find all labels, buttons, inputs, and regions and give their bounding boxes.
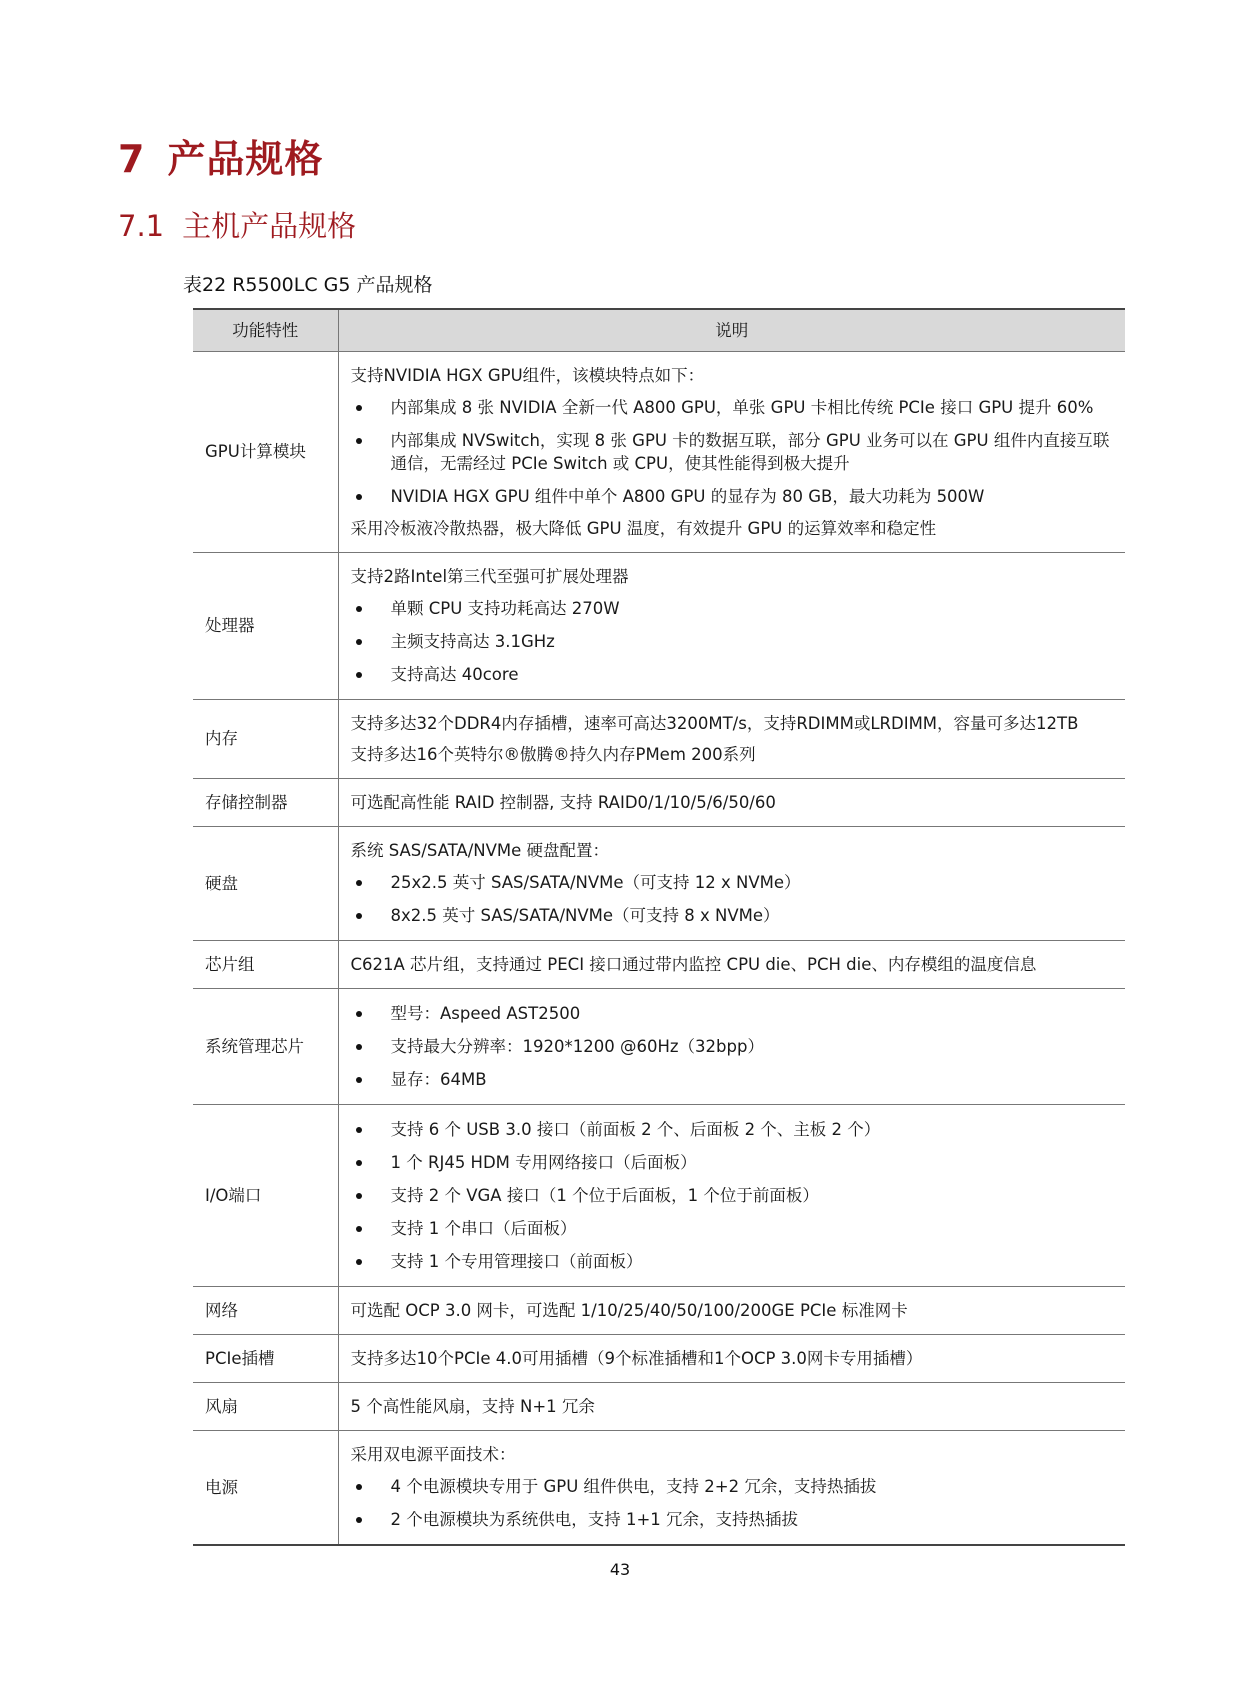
feature-cell: 电源 bbox=[193, 1430, 338, 1545]
intro-text: 支持NVIDIA HGX GPU组件，该模块特点如下： bbox=[350, 365, 705, 385]
feature-cell: 处理器 bbox=[193, 552, 338, 699]
outro-text: 采用冷板液冷散热器，极大降低 GPU 温度，有效提升 GPU 的运算效率和稳定性 bbox=[350, 518, 937, 538]
description-cell bbox=[338, 1334, 1125, 1382]
description-cell bbox=[338, 826, 1125, 940]
page-number: 43 bbox=[609, 1560, 631, 1579]
description-text: C621A 芯片组，支持通过 PECI 接口通过带内监控 CPU die、PCH die、内存模组的温度信息 bbox=[350, 954, 1037, 974]
bullet-item: 显存：64MB bbox=[351, 1063, 1116, 1096]
feature-cell: 内存 bbox=[193, 699, 338, 778]
table-row bbox=[193, 940, 1125, 988]
bullet-list bbox=[351, 592, 1116, 691]
description-cell bbox=[338, 699, 1125, 778]
description-cell bbox=[338, 940, 1125, 988]
chapter-heading bbox=[118, 128, 323, 183]
bullet-item: 25x2.5 英寸 SAS/SATA/NVMe（可支持 12 x NVMe） bbox=[351, 866, 1116, 899]
description-text: 支持多达32个DDR4内存插槽，速率可高达3200MT/s，支持RDIMM或LRDIMM，容量可多达12TB bbox=[350, 713, 1079, 733]
bullet-item: 支持 1 个串口（后面板） bbox=[351, 1212, 1116, 1245]
feature-cell: 存储控制器 bbox=[193, 778, 338, 826]
feature-cell: 系统管理芯片 bbox=[193, 988, 338, 1104]
description-cell bbox=[338, 1430, 1125, 1545]
description-text: 支持多达16个英特尔®傲腾®持久内存PMem 200系列 bbox=[350, 744, 756, 764]
table-caption: 表22 R5500LC G5 产品规格 bbox=[183, 274, 433, 296]
chapter-number: 7 bbox=[118, 137, 146, 181]
bullet-item: 内部集成 8 张 NVIDIA 全新一代 A800 GPU，单张 GPU 卡相比传统 PCIe 接口 GPU 提升 60% bbox=[351, 391, 1116, 424]
description-cell bbox=[338, 552, 1125, 699]
bullet-list bbox=[351, 391, 1116, 513]
spec-table bbox=[193, 308, 1125, 1546]
table-row bbox=[193, 826, 1125, 940]
bullet-item: 支持 1 个专用管理接口（前面板） bbox=[351, 1245, 1116, 1278]
description-cell bbox=[338, 1104, 1125, 1286]
description-cell bbox=[338, 351, 1125, 552]
table-row bbox=[193, 778, 1125, 826]
feature-cell: 风扇 bbox=[193, 1382, 338, 1430]
description-cell bbox=[338, 778, 1125, 826]
bullet-list bbox=[351, 1470, 1116, 1536]
table-row bbox=[193, 1430, 1125, 1545]
table-row bbox=[193, 1334, 1125, 1382]
bullet-item: 1 个 RJ45 HDM 专用网络接口（后面板） bbox=[351, 1146, 1116, 1179]
description-text: 5 个高性能风扇，支持 N+1 冗余 bbox=[350, 1396, 595, 1416]
table-row bbox=[193, 1286, 1125, 1334]
header-description: 说明 bbox=[338, 309, 1125, 351]
description-text: 可选配高性能 RAID 控制器, 支持 RAID0/1/10/5/6/50/60 bbox=[350, 792, 776, 812]
description-cell bbox=[338, 1286, 1125, 1334]
description-cell bbox=[338, 1382, 1125, 1430]
table-row bbox=[193, 552, 1125, 699]
chapter-title: 产品规格 bbox=[167, 137, 324, 181]
spec-table-body bbox=[193, 351, 1125, 1545]
feature-cell: PCIe插槽 bbox=[193, 1334, 338, 1382]
bullet-list bbox=[351, 997, 1116, 1096]
bullet-item: 支持高达 40core bbox=[351, 658, 1116, 691]
bullet-item: 8x2.5 英寸 SAS/SATA/NVMe（可支持 8 x NVMe） bbox=[351, 899, 1116, 932]
bullet-item: 主频支持高达 3.1GHz bbox=[351, 625, 1116, 658]
bullet-item: 支持 6 个 USB 3.0 接口（前面板 2 个、后面板 2 个、主板 2 个） bbox=[351, 1113, 1116, 1146]
bullet-item: 支持最大分辨率：1920*1200 @60Hz（32bpp） bbox=[351, 1030, 1116, 1063]
section-number: 7.1 bbox=[118, 209, 165, 243]
feature-cell: GPU计算模块 bbox=[193, 351, 338, 552]
table-header-row bbox=[193, 309, 1125, 351]
bullet-list bbox=[351, 1113, 1116, 1278]
table-row bbox=[193, 988, 1125, 1104]
description-cell bbox=[338, 988, 1125, 1104]
section-heading bbox=[118, 204, 356, 245]
bullet-item: 单颗 CPU 支持功耗高达 270W bbox=[351, 592, 1116, 625]
bullet-item: 支持 2 个 VGA 接口（1 个位于后面板，1 个位于前面板） bbox=[351, 1179, 1116, 1212]
table-row bbox=[193, 1382, 1125, 1430]
table-row bbox=[193, 1104, 1125, 1286]
intro-text: 系统 SAS/SATA/NVMe 硬盘配置： bbox=[350, 840, 610, 860]
bullet-item: NVIDIA HGX GPU 组件中单个 A800 GPU 的显存为 80 GB，最大功耗为 500W bbox=[351, 480, 1116, 513]
section-title: 主机产品规格 bbox=[182, 209, 357, 243]
bullet-item: 4 个电源模块专用于 GPU 组件供电，支持 2+2 冗余，支持热插拔 bbox=[351, 1470, 1116, 1503]
feature-cell: I/O端口 bbox=[193, 1104, 338, 1286]
bullet-item: 2 个电源模块为系统供电，支持 1+1 冗余，支持热插拔 bbox=[351, 1503, 1116, 1536]
bullet-item: 内部集成 NVSwitch，实现 8 张 GPU 卡的数据互联，部分 GPU 业务可以在 GPU 组件内直接互联通信，无需经过 PCIe Switch 或 CPU，使其性能得到极大提升 bbox=[351, 424, 1116, 480]
intro-text: 支持2路Intel第三代至强可扩展处理器 bbox=[350, 566, 629, 586]
description-text: 支持多达10个PCIe 4.0可用插槽（9个标准插槽和1个OCP 3.0网卡专用插槽） bbox=[350, 1348, 923, 1368]
header-feature: 功能特性 bbox=[193, 309, 338, 351]
intro-text: 采用双电源平面技术： bbox=[350, 1444, 516, 1464]
bullet-list bbox=[351, 866, 1116, 932]
feature-cell: 芯片组 bbox=[193, 940, 338, 988]
table-row bbox=[193, 351, 1125, 552]
bullet-item: 型号：Aspeed AST2500 bbox=[351, 997, 1116, 1030]
table-row bbox=[193, 699, 1125, 778]
description-text: 可选配 OCP 3.0 网卡，可选配 1/10/25/40/50/100/200GE PCIe 标准网卡 bbox=[350, 1300, 908, 1320]
feature-cell: 网络 bbox=[193, 1286, 338, 1334]
feature-cell: 硬盘 bbox=[193, 826, 338, 940]
